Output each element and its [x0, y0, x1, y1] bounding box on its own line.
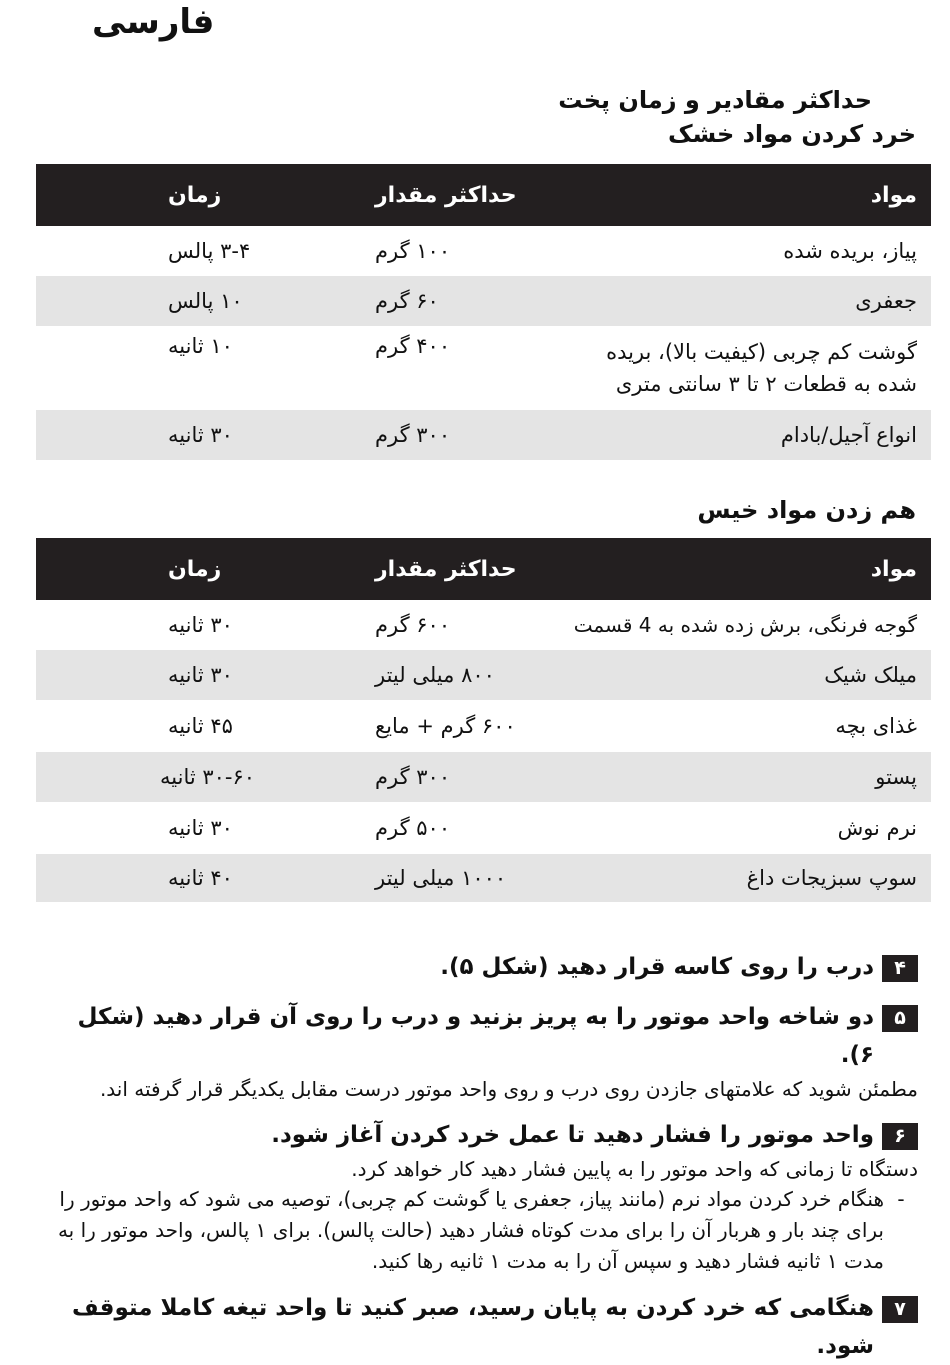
quantity-value: ۵۰۰ گرم [375, 816, 451, 840]
step-6 [46, 1116, 918, 1277]
quantity-cell [317, 276, 577, 326]
step-instruction: واحد موتور را فشار دهید تا عمل خرد کردن آغاز شود. [271, 1122, 874, 1148]
quantity-value: ۱۰۰ گرم [375, 239, 451, 263]
ingredient-cell: سوپ سبزیجات داغ [577, 854, 931, 902]
table-row [36, 854, 931, 902]
quantity-cell [317, 410, 577, 460]
column-header-time [36, 164, 317, 226]
column-header-time-label: زمان [168, 182, 222, 208]
step-instruction: دو شاخه واحد موتور را به پریز بزنید و درب را روی آن قرار دهید (شکل ۶). [77, 1004, 874, 1068]
step-instruction: هنگامی که خرد کردن به پایان رسید، صبر کنید تا واحد تیغه کاملا متوقف شود. [72, 1295, 874, 1359]
quantity-cell [317, 752, 577, 802]
dry-section-heading: خرد کردن مواد خشک [667, 120, 916, 148]
time-cell [36, 802, 317, 854]
ingredient-cell: پستو [577, 752, 931, 802]
step-7 [46, 1289, 918, 1365]
column-header-quantity-label: حداکثر مقدار [375, 182, 517, 208]
quantity-value: ۶۰۰ گرم [375, 613, 451, 637]
column-header-ingredient: مواد [577, 538, 931, 600]
time-value: ۳۰ ثانیه [168, 816, 233, 840]
table-row [36, 700, 931, 752]
dry-ingredients-table [36, 164, 931, 460]
bullet-text: هنگام خرد کردن مواد نرم (مانند پیاز، جعفری یا گوشت کم چربی)، توصیه می شود که واحد موتور را برای چند بار و هربار آن را برای مدت کوتاه فشار دهید (حالت پالس). برای ۱ پالس، واحد موتور را به مدت ۱ ثانیه فشار دهید و سپس آن را به مدت ۱ ثانیه رها کنید. [57, 1187, 884, 1273]
table-row [36, 802, 931, 854]
quantity-value: ۸۰۰ میلی لیتر [375, 663, 495, 687]
column-header-time [36, 538, 317, 600]
wet-ingredients-table [36, 538, 931, 902]
table-row [36, 600, 931, 650]
time-value: ۳۰ ثانیه [168, 663, 233, 687]
time-value: ۳۰-۶۰ ثانیه [160, 765, 256, 789]
quantity-value: ۳۰۰ گرم [375, 765, 451, 789]
step-body [46, 1116, 918, 1277]
ingredient-cell: جعفری [577, 276, 931, 326]
table-row [36, 326, 931, 410]
ingredient-cell: نرم نوش [837, 816, 917, 840]
time-value: ۱۰ ثانیه [168, 334, 233, 358]
step-number-badge: ۴ [882, 955, 918, 982]
step-body [46, 948, 874, 986]
table-row [36, 410, 931, 460]
step-instruction: درب را روی کاسه قرار دهید (شکل ۵). [440, 954, 874, 980]
step-number-badge: ۶ [882, 1123, 918, 1150]
time-value: ۴۵ ثانیه [168, 714, 233, 738]
table-row [36, 752, 931, 802]
step-bullet [46, 1184, 918, 1277]
time-value: ۳۰ ثانیه [168, 613, 233, 637]
time-value: ۱۰ پالس [168, 289, 243, 313]
column-header-quantity [317, 164, 577, 226]
step-5 [46, 998, 918, 1104]
instruction-steps [46, 948, 918, 1365]
time-value: ۳۰ ثانیه [168, 423, 233, 447]
ingredient-cell: انواع آجیل/بادام [577, 410, 931, 460]
step-body [46, 998, 918, 1104]
time-cell [36, 700, 317, 752]
step-note: دستگاه تا زمانی که واحد موتور را به پایین فشار دهید کار خواهد کرد. [351, 1157, 918, 1181]
quantity-cell [317, 854, 577, 902]
ingredient-cell: پیاز، بریده شده [783, 239, 917, 263]
step-4 [46, 948, 918, 986]
table-header-row [36, 164, 931, 226]
time-cell [36, 410, 317, 460]
time-cell [36, 326, 317, 410]
ingredient-cell: گوشت کم چربی (کیفیت بالا)، بریده شده به قطعات ۲ تا ۳ سانتی متری [606, 340, 917, 396]
quantity-cell [317, 700, 577, 752]
step-number-badge: ۷ [882, 1296, 918, 1323]
language-title: فارسی [92, 2, 215, 42]
time-cell [36, 854, 317, 902]
quantity-cell [317, 226, 577, 276]
table-row [36, 276, 931, 326]
ingredient-cell: غذای بچه [835, 714, 917, 738]
column-header-ingredient: مواد [577, 164, 931, 226]
step-body [46, 1289, 874, 1365]
quantity-cell [317, 650, 577, 700]
ingredient-cell: گوجه فرنگی، برش زده شده به 4 قسمت [573, 613, 917, 637]
quantity-value: ۳۰۰ گرم [375, 423, 451, 447]
ingredient-cell: میلک شیک [577, 650, 931, 700]
step-number-badge: ۵ [882, 1005, 918, 1032]
quantity-value: ۶۰ گرم [375, 289, 439, 313]
quantity-cell [317, 600, 577, 650]
time-cell [36, 276, 317, 326]
quantity-value: ۱۰۰۰ میلی لیتر [375, 866, 507, 890]
time-cell [36, 650, 317, 700]
quantity-value: ۴۰۰ گرم [375, 334, 451, 358]
quantity-cell [317, 802, 577, 854]
column-header-time-label: زمان [168, 556, 222, 582]
quantity-cell [317, 326, 577, 410]
step-note: مطمئن شوید که علامتهای جازدن روی درب و روی واحد موتور درست مقابل یکدیگر قرار گرفته اند. [99, 1077, 918, 1101]
time-value: ۳-۴ پالس [168, 239, 251, 263]
table-row [36, 226, 931, 276]
table-row [36, 650, 931, 700]
main-heading: حداکثر مقادیر و زمان پخت [558, 86, 872, 114]
time-cell [36, 600, 317, 650]
column-header-quantity-label: حداکثر مقدار [375, 556, 517, 582]
time-value: ۴۰ ثانیه [168, 866, 233, 890]
time-cell [36, 752, 317, 802]
wet-section-heading: هم زدن مواد خیس [697, 496, 916, 524]
time-cell [36, 226, 317, 276]
table-header-row [36, 538, 931, 600]
column-header-quantity [317, 538, 577, 600]
bullet-dash: - [897, 1187, 905, 1211]
quantity-value: ۶۰۰ گرم + مایع [375, 714, 516, 738]
